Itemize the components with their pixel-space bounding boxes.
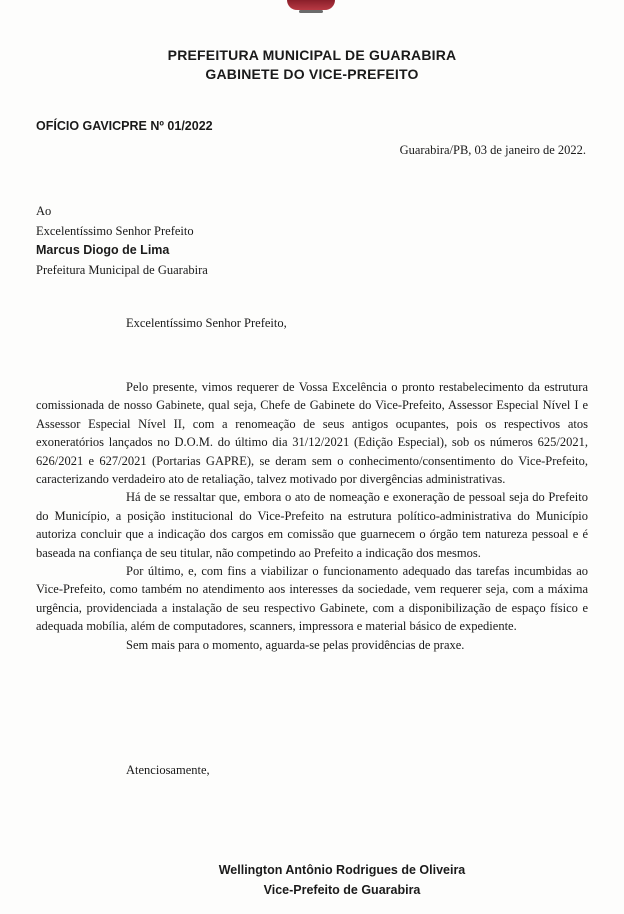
oficio-number: OFÍCIO GAVICPRE Nº 01/2022	[36, 119, 213, 133]
recipient-block	[36, 202, 208, 280]
recipient-institution: Prefeitura Municipal de Guarabira	[36, 262, 208, 277]
salutation: Excelentíssimo Senhor Prefeito,	[126, 316, 287, 330]
body-paragraph: Há de se ressaltar que, embora o ato de nomeação e exoneração de pessoal seja do Prefeito do Município, a posição institucional do Vice-Prefeito na estrutura político-administrativa do Município autoriza concluir que a indicação dos cargos em comissão que guarnecem o órgão tem natureza pessoal e é baseada na confiança de seu titular, não competindo ao Prefeito a indicação dos mesmos.	[36, 490, 588, 560]
signatory-name: Wellington Antônio Rodrigues de Oliveira	[218, 863, 466, 877]
body-paragraph: Por último, e, com fins a viabilizar o funcionamento adequado das tarefas incumbidas ao Vice-Prefeito, como também no atendimento aos interesses da sociedade, vem requerer seja, com a máxima urgência, providenciada a instalação de seu respectivo Gabinete, com a disponibilização de espaço físico e adequada mobília, além de computadores, scanners, impressora e material básico de expediente.	[36, 564, 588, 634]
emblem-base	[299, 10, 323, 13]
recipient-to: Ao	[36, 204, 52, 218]
closing: Atenciosamente,	[126, 763, 210, 777]
letterhead-line-2: GABINETE DO VICE-PREFEITO	[205, 66, 419, 82]
letter-body	[36, 378, 588, 654]
signature-block	[0, 860, 624, 900]
signatory-role: Vice-Prefeito de Guarabira	[263, 883, 421, 897]
date-line: Guarabira/PB, 03 de janeiro de 2022.	[399, 143, 586, 157]
body-paragraph: Pelo presente, vimos requerer de Vossa Excelência o pronto restabelecimento da estrutura comissionada de nosso Gabinete, qual seja, Chefe de Gabinete do Vice-Prefeito, Assessor Especial Nível I e Assessor Especial Nível II, com a renomeação de seus antigos ocupantes, pois os respectivos atos exoneratórios lançados no D.O.M. do último dia 31/12/2021 (Edição Especial), sob os números 625/2021, 626/2021 e 627/2021 (Portarias GAPRE), se deram sem o conhecimento/consentimento do Vice-Prefeito, caracterizando verdadeiro ato de retaliação, talvez motivado por divergências administrativas.	[36, 380, 588, 487]
letterhead	[0, 46, 624, 84]
recipient-title: Excelentíssimo Senhor Prefeito	[36, 223, 194, 238]
coat-of-arms-emblem	[287, 0, 335, 10]
recipient-name: Marcus Diogo de Lima	[36, 243, 170, 257]
body-paragraph: Sem mais para o momento, aguarda-se pelas providências de praxe.	[126, 637, 465, 652]
letterhead-line-1: PREFEITURA MUNICIPAL DE GUARABIRA	[167, 47, 457, 63]
